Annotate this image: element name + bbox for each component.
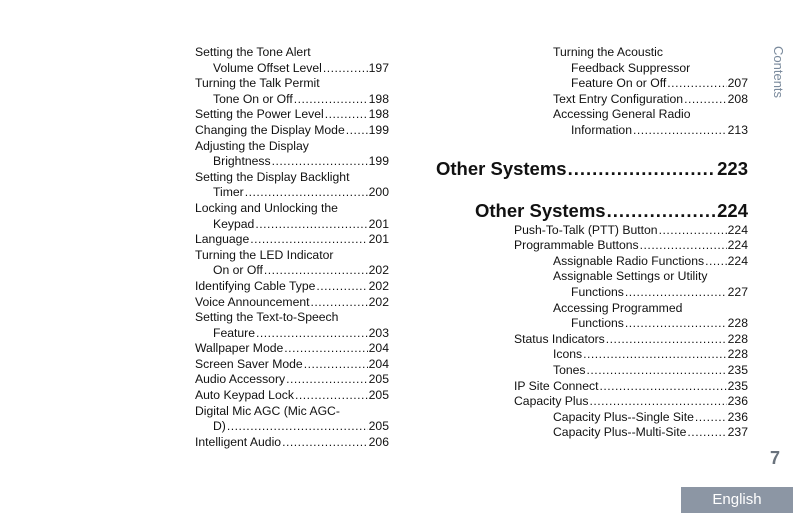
toc-leader-dots [640,238,727,254]
toc-entry-label: Capacity Plus--Multi-Site [553,425,687,440]
toc-entry-label: Wallpaper Mode [195,341,284,356]
toc-leader-dots [325,107,368,123]
toc-entry[interactable] [436,285,748,301]
toc-entry[interactable] [436,363,748,379]
toc-page-number: 227 [727,284,748,299]
toc-page-number: 224 [717,199,748,221]
toc-page-number: 201 [368,232,389,247]
toc-page-number: 236 [727,409,748,424]
toc-entry[interactable] [195,279,389,295]
toc-leader-dots [272,154,368,170]
toc-entry[interactable] [195,372,389,388]
toc-entry-label: Intelligent Audio [195,434,282,449]
toc-page-number: 235 [727,378,748,393]
toc-page-number: 206 [368,434,389,449]
toc-page-number: 204 [368,341,389,356]
toc-heading-line: Setting the Tone Alert [195,45,311,59]
toc-heading-line: Setting the Display Backlight [195,169,350,184]
toc-entry[interactable] [436,316,748,332]
toc-leader-dots [264,263,368,279]
toc-entry[interactable] [436,238,748,254]
toc-entry[interactable] [436,254,748,270]
toc-heading-line: Feedback Suppressor [571,60,691,75]
toc-entry-label: Capacity Plus--Single Site [553,409,694,424]
toc-page-number: 236 [727,394,748,409]
toc-entry-label: Volume Offset Level [213,60,322,75]
toc-entry[interactable] [195,341,389,357]
toc-leader-dots [599,379,726,395]
toc-leader-dots [590,394,727,410]
toc-page-number: 228 [727,331,748,346]
toc-leader-dots [245,185,368,201]
toc-entry-label: Other Systems [475,199,606,221]
toc-leader-dots [304,357,368,373]
toc-heading-line: Setting the Text-to-Speech [195,310,339,325]
toc-left-column [195,45,389,450]
toc-entry-label: Other Systems [436,157,567,179]
toc-entry[interactable] [195,232,389,248]
toc-page-number: 198 [368,107,389,122]
toc-leader-dots [695,410,727,426]
toc-page-number: 199 [368,154,389,169]
toc-page-number: 202 [368,294,389,309]
toc-entry-label: Text Entry Configuration [553,91,684,106]
toc-page-number: 203 [368,325,389,340]
toc-entry-label: Push-To-Talk (PTT) Button [514,222,658,237]
toc-leader-dots [687,425,726,441]
toc-entry-label: Audio Accessory [195,372,286,387]
toc-entry[interactable] [195,419,389,435]
toc-page-number: 213 [727,122,748,137]
toc-page-number: 205 [368,372,389,387]
toc-entry-label: Functions [571,284,624,299]
toc-entry-label: Icons [553,347,583,362]
toc-chapter-entry[interactable] [436,199,748,223]
toc-entry[interactable] [436,223,748,239]
toc-entry[interactable] [436,379,748,395]
toc-entry-label: Brightness [213,154,271,169]
toc-leader-dots [295,388,368,404]
toc-page-number: 237 [727,425,748,440]
toc-leader-dots [625,316,727,332]
toc-leader-dots [311,295,368,311]
toc-entry-label: Information [571,122,632,137]
toc-heading-line: Locking and Unlocking the [195,200,338,215]
toc-leader-dots [705,254,727,270]
toc-leader-dots [255,217,367,233]
toc-page-number: 224 [727,253,748,268]
toc-entry[interactable] [195,123,389,139]
toc-entry-label: D) [213,419,226,434]
toc-entry[interactable] [195,217,389,233]
toc-entry[interactable] [195,326,389,342]
toc-entry-label: Voice Announcement [195,294,310,309]
toc-leader-dots [282,435,368,451]
toc-entry[interactable] [436,425,748,441]
toc-heading-line: Accessing General Radio [553,107,691,122]
toc-leader-dots [633,123,727,139]
toc-entry[interactable] [436,76,748,92]
toc-entry[interactable] [195,295,389,311]
toc-leader-dots [284,341,367,357]
toc-leader-dots [227,419,368,435]
toc-entry[interactable] [195,185,389,201]
toc-entry-label: Feature [213,325,256,340]
toc-spacer [436,181,748,199]
toc-entry-label: Changing the Display Mode [195,122,345,137]
contents-side-tab: Contents [771,46,786,99]
language-tab: English [681,487,793,513]
toc-entry-label: Keypad [213,216,255,231]
toc-entry[interactable] [436,410,748,426]
toc-page-number: 228 [727,316,748,331]
toc-leader-dots [323,61,368,77]
toc-entry[interactable] [195,92,389,108]
toc-leader-dots [587,363,727,379]
toc-entry-label: Capacity Plus [514,394,589,409]
toc-entry-label: On or Off [213,263,263,278]
toc-page-number: 207 [727,76,748,91]
toc-chapter-entry[interactable] [436,157,748,181]
toc-heading-line: Adjusting the Display [195,138,309,153]
toc-page-number: 202 [368,278,389,293]
toc-entry[interactable] [436,394,748,410]
toc-leader-dots [250,232,367,248]
toc-entry-label: Assignable Radio Functions [553,253,705,268]
toc-leader-dots [568,157,717,181]
toc-leader-dots [583,347,727,363]
toc-entry[interactable] [436,92,748,108]
toc-leader-dots [286,372,368,388]
toc-entry-label: Screen Saver Mode [195,356,303,371]
toc-entry-label: IP Site Connect [514,378,599,393]
toc-page-number: 202 [368,263,389,278]
toc-leader-dots [606,332,727,348]
toc-page-number: 208 [727,91,748,106]
toc-heading-line: Turning the Talk Permit [195,76,320,91]
toc-leader-dots [607,199,717,223]
toc-entry-label: Timer [213,185,244,200]
toc-heading-line: Assignable Settings or Utility [553,269,708,284]
toc-heading-line: Accessing Programmed [553,300,683,315]
toc-leader-dots [625,285,727,301]
toc-entry-label: Tones [553,362,586,377]
toc-entry-label: Auto Keypad Lock [195,388,294,403]
toc-page-number: 223 [717,157,748,179]
toc-entry-label: Language [195,232,250,247]
toc-page-number: 199 [368,122,389,137]
toc-page-number: 200 [368,185,389,200]
toc-page-number: 205 [368,419,389,434]
toc-heading-line: Turning the Acoustic [553,45,663,59]
toc-page-number: 201 [368,216,389,231]
toc-page-number: 224 [727,222,748,237]
toc-leader-dots [684,92,727,108]
toc-entry-label: Tone On or Off [213,91,293,106]
toc-page-number: 235 [727,362,748,377]
toc-entry[interactable] [195,435,389,451]
toc-right-column [436,45,748,441]
toc-page-number: 197 [368,60,389,75]
toc-entry[interactable] [436,347,748,363]
toc-page-number: 228 [727,347,748,362]
toc-entry[interactable] [195,154,389,170]
toc-leader-dots [346,123,368,139]
toc-entry[interactable] [195,388,389,404]
toc-spacer [436,139,748,157]
toc-leader-dots [667,76,726,92]
toc-entry[interactable] [195,61,389,77]
toc-page-number: 198 [368,91,389,106]
toc-entry-label: Functions [571,316,624,331]
toc-leader-dots [659,223,727,239]
toc-entry-label: Identifying Cable Type [195,278,316,293]
toc-leader-dots [294,92,368,108]
toc-page-number: 204 [368,356,389,371]
toc-entry-label: Feature On or Off [571,76,667,91]
page-number: 7 [770,448,781,468]
toc-entry[interactable] [436,123,748,139]
toc-entry[interactable] [195,107,389,123]
toc-leader-dots [316,279,367,295]
toc-page-number: 205 [368,388,389,403]
toc-entry-label: Status Indicators [514,331,605,346]
toc-entry-label: Setting the Power Level [195,107,324,122]
toc-entry[interactable] [195,357,389,373]
toc-entry[interactable] [436,332,748,348]
toc-entry-label: Programmable Buttons [514,238,639,253]
toc-heading-line: Turning the LED Indicator [195,247,334,262]
toc-heading-line: Digital Mic AGC (Mic AGC- [195,403,340,418]
toc-leader-dots [256,326,368,342]
toc-page-number: 224 [727,238,748,253]
toc-entry[interactable] [195,263,389,279]
